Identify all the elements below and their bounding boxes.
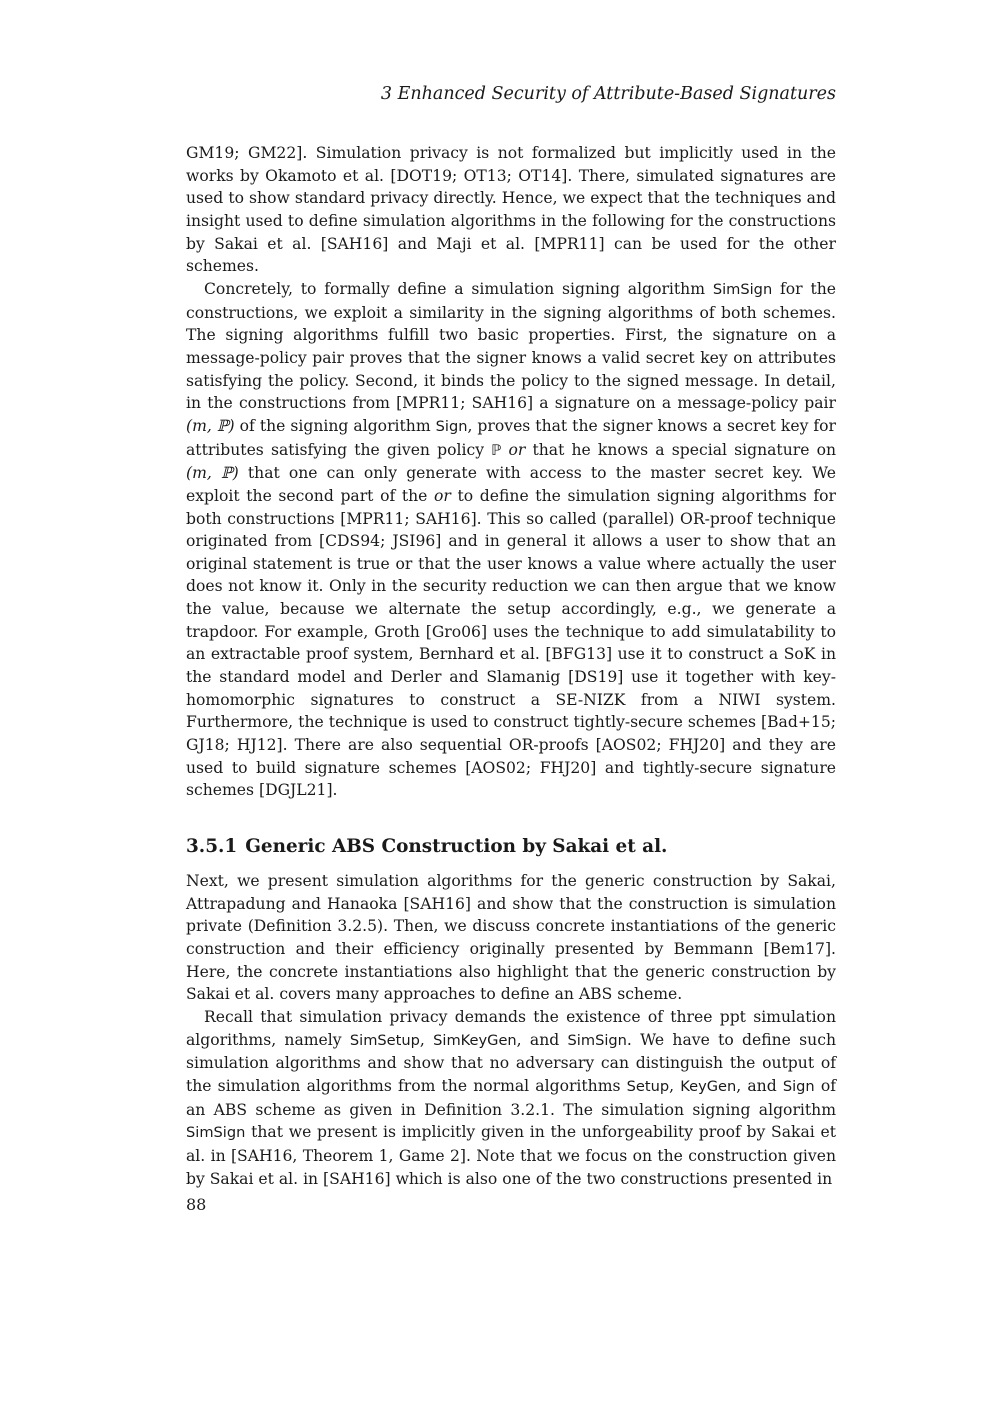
page-number: 88 xyxy=(186,1195,207,1214)
text-run: , and xyxy=(516,1030,568,1049)
text-run: , xyxy=(669,1076,681,1095)
text-run: that one can only generate with access to the master secret key. We exploit the second part of the xyxy=(186,464,837,505)
page-body xyxy=(186,142,836,1190)
running-header: 3 Enhanced Security of Attribute-Based Signatures xyxy=(380,84,836,104)
emphasis-or: or xyxy=(508,440,526,459)
text-run: Recall that simulation privacy demands the existence of three ppt simulation algorithms, namely xyxy=(186,1007,836,1049)
text-run: , proves that the signer knows a secret key for attributes satisfying the given policy xyxy=(186,416,837,459)
algorithm-name-sign: Sign xyxy=(782,1077,815,1095)
algorithm-name-simsign: SimSign xyxy=(567,1031,627,1049)
algorithm-name-simsign: SimSign xyxy=(186,1124,246,1142)
text-run: of an ABS scheme as given in Definition 3.2.1. The simulation signing algorithm xyxy=(186,1076,836,1119)
paragraph-simsign-definition xyxy=(186,278,836,802)
text-run: that he knows a special signature on xyxy=(525,440,837,459)
section-heading xyxy=(186,835,836,859)
text-run: to define the simulation signing algorithms for both constructions [MPR11; SAH16]. This so called (parallel) OR-proof technique originated from [CDS94; JSI96] and in general it allows a user to show that an original statement is true or that the user knows a value where actually the user does not know it. Only in the security reduction we can then argue that we know the value, because we alternate the setup accordingly, e.g., we generate a trapdoor. For example, Groth [Gro06] uses the technique to add simulatability to an extractable proof system, Bernhard et al. [BFG13] use it to construct a SoK in the standard model and Derler and Slamanig [DS19] use it together with key-homomorphic signatures to construct a SE-NIZK from a NIWI system. Furthermore, the technique is used to construct tightly-secure schemes [Bad+15; GJ18; HJ12]. There are also sequential OR-proofs [AOS02; FHJ20] and they are used to build signature schemes [AOS02; FHJ20] and tightly-secure signature schemes [DGJL21]. xyxy=(186,486,836,800)
algorithm-name-sign: Sign xyxy=(435,417,468,435)
algorithm-name-simsetup: SimSetup xyxy=(349,1031,420,1049)
text-run: of the signing algorithm xyxy=(234,416,436,435)
math-message-policy-pair: (m, ℙ) xyxy=(186,416,235,435)
text-run xyxy=(501,441,508,459)
emphasis-or: or xyxy=(434,486,451,505)
text-run: that we present is implicitly given in the unforgeability proof by Sakai et al. in [SAH16, Theorem 1, Game 2]. Note that we focus on the construction given by Sakai et al. in [SAH16] which is also one of the two constructions presented in xyxy=(186,1123,836,1188)
algorithm-name-simsign: SimSign xyxy=(712,280,773,298)
math-message-policy-pair: (m, ℙ) xyxy=(186,464,239,483)
math-policy: ℙ xyxy=(491,442,502,459)
algorithm-name-keygen: KeyGen xyxy=(680,1077,737,1095)
algorithm-name-setup: Setup xyxy=(626,1077,670,1095)
section-title: Generic ABS Construction by Sakai et al. xyxy=(245,836,668,858)
paragraph-sakai-overview: Next, we present simulation algorithms for the generic construction by Sakai, Attrapadung and Hanaoka [SAH16] and show that the construction is simulation private (Definition 3.2.5). Then, we discuss concrete instantiations of the generic construction and their efficiency originally presented by Bemmann [Bem17]. Here, the concrete instantiations also highlight that the generic construction by Sakai et al. covers many approaches to define an ABS scheme. xyxy=(186,872,836,1004)
text-run: , and xyxy=(736,1076,783,1095)
paragraph-simulation-privacy xyxy=(186,1006,836,1190)
section-number: 3.5.1 xyxy=(186,836,238,858)
paragraph-intro: GM19; GM22]. Simulation privacy is not formalized but implicitly used in the works by Okamoto et al. [DOT19; OT13; OT14]. There, simulated signatures are used to show standard privacy directly. Hence, we expect that the techniques and insight used to define simulation algorithms in the following for the constructions by Sakai et al. [SAH16] and Maji et al. [MPR11] can be used for the other schemes. xyxy=(186,144,836,276)
algorithm-name-simkeygen: SimKeyGen xyxy=(433,1031,517,1049)
text-run: Concretely, to formally define a simulation signing algorithm xyxy=(204,279,713,298)
text-run: , xyxy=(419,1030,434,1049)
text-run: . We have to define such simulation algorithms and show that no adversary can distinguish the output of the simulation algorithms from the normal algorithms xyxy=(186,1030,837,1095)
text-run: for the constructions, we exploit a similarity in the signing algorithms of both schemes. The signing algorithms fulfill two basic properties. First, the signature on a message-policy pair proves that the signer knows a valid secret key on attributes satisfying the policy. Second, it binds the policy to the signed message. In detail, in the constructions from [MPR11; SAH16] a signature on a message-policy pair xyxy=(186,279,836,413)
